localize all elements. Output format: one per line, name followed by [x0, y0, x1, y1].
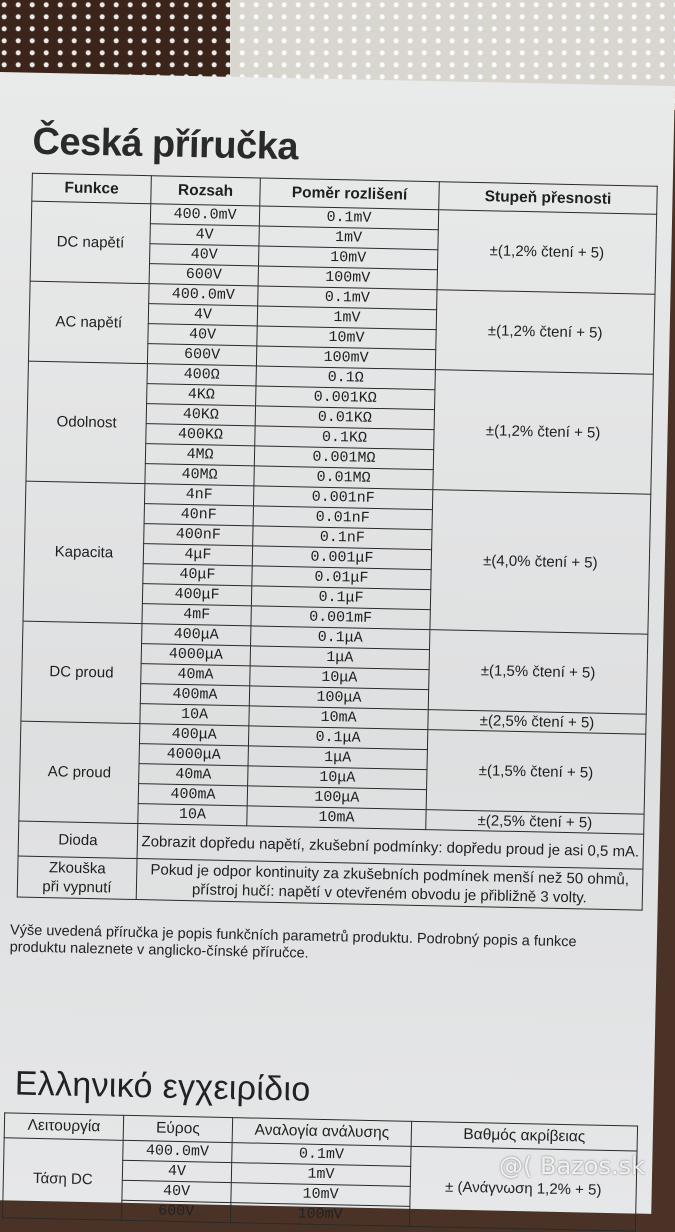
- continuity-label: [17, 856, 137, 899]
- range-cell: 40nF: [144, 504, 253, 526]
- greek-resolution: 1mV: [231, 1163, 410, 1187]
- manual-page: [0, 72, 675, 1224]
- greek-range: 400.0mV: [123, 1140, 232, 1162]
- greek-resolution: 0.1mV: [232, 1143, 411, 1167]
- function-cell: AC proud: [19, 721, 140, 823]
- resolution-cell: 0.1μF: [251, 586, 430, 610]
- accuracy-cell: ±(2,5% čtení + 5): [428, 710, 646, 735]
- resolution-cell: 1mV: [257, 306, 436, 330]
- watermark: @( Bazos.sk: [499, 1152, 645, 1180]
- dioda-text: Zobrazit dopředu napětí, zkušební podmínky: dopředu proud je asi 0,5 mA.: [137, 824, 644, 870]
- range-cell: 4KΩ: [147, 384, 256, 406]
- spec-table-body: [19, 201, 657, 834]
- greek-title: Ελληνικό εγχειρίδιο: [14, 1064, 311, 1109]
- range-cell: 4V: [148, 304, 257, 326]
- range-cell: 4mF: [142, 604, 251, 626]
- greek-header-function: Λειτουργία: [4, 1113, 123, 1140]
- resolution-cell: 0.001mF: [251, 606, 430, 630]
- resolution-cell: 100mV: [256, 346, 435, 370]
- resolution-cell: 0.001μF: [252, 546, 431, 570]
- resolution-cell: 100μA: [249, 686, 428, 710]
- accuracy-cell: ±(2,5% čtení + 5): [426, 810, 644, 835]
- header-funkce: Funkce: [32, 173, 152, 203]
- continuity-label-line1: Zkouška: [48, 859, 106, 878]
- resolution-cell: 10μA: [250, 666, 429, 690]
- range-cell: 400.0mV: [149, 284, 258, 306]
- range-cell: 10A: [138, 804, 247, 826]
- range-cell: 400Ω: [147, 364, 256, 386]
- range-cell: 400mA: [140, 684, 249, 706]
- accuracy-cell: ±(1,2% čtení + 5): [437, 210, 657, 295]
- resolution-cell: 0.1mV: [258, 286, 437, 310]
- greek-resolution: 100mV: [230, 1203, 409, 1227]
- dioda-label: Dioda: [18, 821, 138, 858]
- greek-accuracy: ± (Ανάγνωση 1,2% + 5): [409, 1146, 637, 1231]
- resolution-cell: 1μA: [250, 646, 429, 670]
- resolution-cell: 100μA: [247, 786, 426, 810]
- resolution-cell: 0.01μF: [252, 566, 431, 590]
- accuracy-cell: ±(1,2% čtení + 5): [433, 370, 653, 495]
- range-cell: 400.0mV: [150, 204, 259, 226]
- resolution-cell: 0.1mV: [259, 206, 438, 230]
- range-cell: 400μA: [142, 624, 251, 646]
- footer-note: Výše uvedená příručka je popis funkčních parametrů produktu. Podrobný popis a funkce produktu naleznete v anglicko-čínské příručce.: [9, 922, 577, 962]
- range-cell: 40MΩ: [145, 464, 254, 486]
- resolution-cell: 0.01KΩ: [255, 406, 434, 430]
- range-cell: 600V: [147, 344, 256, 366]
- resolution-cell: 10mV: [258, 246, 437, 270]
- range-cell: 400μA: [139, 724, 248, 746]
- function-cell: Kapacita: [23, 481, 145, 623]
- greek-range: 600V: [121, 1200, 230, 1222]
- range-cell: 400KΩ: [146, 424, 255, 446]
- range-cell: 4V: [150, 224, 259, 246]
- continuity-label-line2: při vypnutí: [42, 878, 112, 897]
- range-cell: 4nF: [144, 484, 253, 506]
- range-cell: 600V: [149, 264, 258, 286]
- resolution-cell: 0.1Ω: [256, 366, 435, 390]
- resolution-cell: 0.1μA: [251, 626, 430, 650]
- range-cell: 40V: [148, 324, 257, 346]
- greek-header-accuracy: Βαθμός ακρίβειας: [411, 1121, 637, 1151]
- greek-range: 40V: [122, 1180, 231, 1202]
- range-cell: 4000μA: [141, 644, 250, 666]
- accuracy-cell: ±(4,0% čtení + 5): [430, 490, 651, 635]
- resolution-cell: 0.001MΩ: [254, 446, 433, 470]
- accuracy-cell: ±(1,2% čtení + 5): [435, 290, 655, 375]
- function-cell: DC proud: [21, 621, 142, 723]
- range-cell: 4000μA: [139, 744, 248, 766]
- resolution-cell: 1mV: [259, 226, 438, 250]
- spec-table: [17, 173, 658, 911]
- resolution-cell: 0.1KΩ: [255, 426, 434, 450]
- header-pomer: Poměr rozlišení: [260, 178, 440, 210]
- accuracy-cell: ±(1,5% čtení + 5): [428, 630, 648, 715]
- resolution-cell: 1μA: [248, 746, 427, 770]
- range-cell: 40μF: [143, 564, 252, 586]
- header-rozsah: Rozsah: [151, 176, 261, 206]
- greek-function: Τάση DC: [3, 1138, 124, 1220]
- range-cell: 400mA: [138, 784, 247, 806]
- continuity-text: Pokud je odpor kontinuity za zkušebních podmínek menší než 50 ohmů, přístroj hučí: napětí v otevřeném obvodu je přibližně 3 volty.: [136, 859, 643, 911]
- resolution-cell: 0.1nF: [253, 526, 432, 550]
- resolution-cell: 10μA: [248, 766, 427, 790]
- range-cell: 4μF: [143, 544, 252, 566]
- resolution-cell: 10mA: [247, 806, 426, 830]
- range-cell: 400μF: [142, 584, 251, 606]
- page-title: Česká příručka: [32, 120, 299, 169]
- range-cell: 4MΩ: [145, 444, 254, 466]
- header-presnost: Stupeň přesnosti: [439, 182, 658, 215]
- resolution-cell: 0.01nF: [253, 506, 432, 530]
- accuracy-cell: ±(1,5% čtení + 5): [426, 730, 646, 815]
- range-cell: 10A: [140, 704, 249, 726]
- range-cell: 40mA: [139, 764, 248, 786]
- greek-resolution: 10mV: [231, 1183, 410, 1207]
- function-cell: AC napětí: [28, 281, 149, 363]
- resolution-cell: 0.001nF: [253, 486, 432, 510]
- resolution-cell: 10mA: [249, 706, 428, 730]
- resolution-cell: 0.1μA: [248, 726, 427, 750]
- greek-header-resolution: Αναλογία ανάλυσης: [232, 1118, 411, 1147]
- resolution-cell: 10mV: [257, 326, 436, 350]
- resolution-cell: 0.01MΩ: [254, 466, 433, 490]
- resolution-cell: 0.001KΩ: [256, 386, 435, 410]
- resolution-cell: 100mV: [258, 266, 437, 290]
- greek-header-range: Εύρος: [123, 1115, 232, 1142]
- range-cell: 40KΩ: [146, 404, 255, 426]
- function-cell: Odolnost: [26, 361, 147, 483]
- range-cell: 400nF: [144, 524, 253, 546]
- function-cell: DC napětí: [30, 201, 151, 283]
- range-cell: 40V: [150, 244, 259, 266]
- range-cell: 40mA: [141, 664, 250, 686]
- greek-range: 4V: [122, 1160, 231, 1182]
